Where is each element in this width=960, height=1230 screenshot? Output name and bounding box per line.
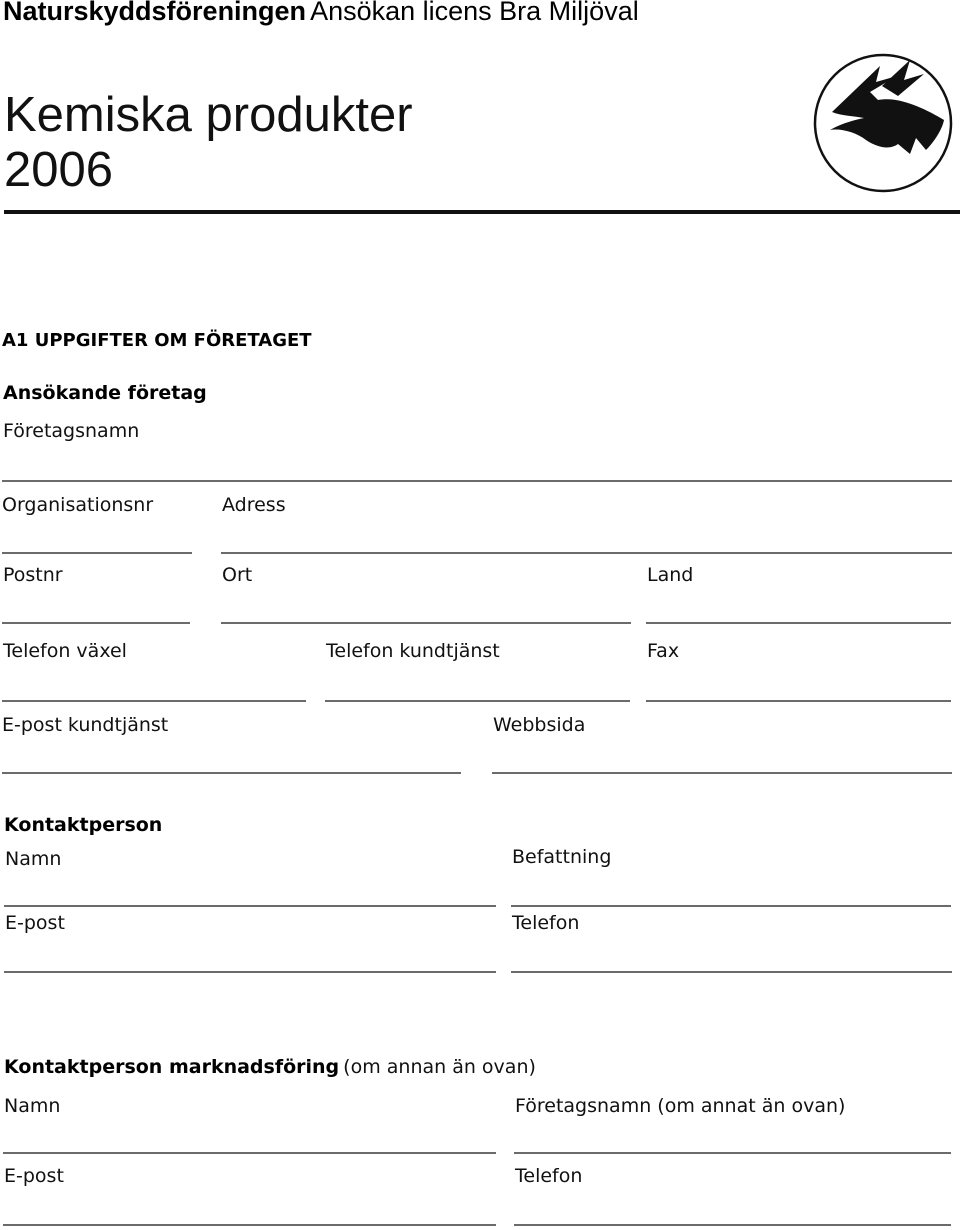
marketing-name-input[interactable]: [4, 1124, 494, 1152]
phone-customer-service-input[interactable]: [326, 672, 628, 700]
marketing-company-line: [514, 1152, 951, 1154]
fax-input[interactable]: [647, 672, 949, 700]
postal-code-line: [2, 622, 190, 624]
country-line: [646, 622, 951, 624]
org-nr-input[interactable]: [2, 522, 190, 550]
country-input[interactable]: [647, 594, 949, 622]
contact-name-input[interactable]: [4, 876, 494, 904]
contact-position-input[interactable]: [512, 876, 948, 904]
marketing-contact-heading: [4, 1056, 536, 1078]
contact-phone-input[interactable]: [512, 942, 948, 970]
contact-name-line: [4, 905, 496, 907]
email-customer-service-label: E-post kundtjänst: [2, 714, 169, 736]
section-heading-a1: A1 UPPGIFTER OM FÖRETAGET: [2, 330, 312, 351]
header-divider: [4, 210, 960, 214]
contact-phone-line: [511, 971, 952, 973]
address-label: Adress: [222, 494, 286, 516]
contact-email-input[interactable]: [4, 942, 494, 970]
company-name-input[interactable]: [2, 450, 950, 478]
marketing-contact-heading-bold: Kontaktperson marknadsföring: [4, 1056, 340, 1078]
phone-switchboard-input[interactable]: [2, 672, 304, 700]
marketing-name-line: [3, 1152, 496, 1154]
contact-phone-label: Telefon: [512, 912, 580, 934]
phone-customer-service-label: Telefon kundtjänst: [326, 640, 500, 662]
country-label: Land: [647, 564, 694, 586]
marketing-email-input[interactable]: [4, 1194, 494, 1222]
email-customer-service-line: [2, 772, 461, 774]
phone-switchboard-line: [2, 700, 306, 702]
contact-heading: Kontaktperson: [4, 814, 163, 836]
company-name-line: [2, 480, 952, 482]
postal-code-label: Postnr: [3, 564, 63, 586]
title-line-1: Kemiska produkter: [4, 88, 413, 142]
contact-position-label: Befattning: [512, 846, 612, 868]
contact-email-label: E-post: [5, 912, 65, 934]
address-line: [221, 552, 952, 554]
marketing-contact-heading-note: (om annan än ovan): [343, 1056, 536, 1078]
contact-email-line: [4, 971, 496, 973]
phone-switchboard-label: Telefon växel: [3, 640, 127, 662]
org-nr-line: [2, 552, 192, 554]
city-input[interactable]: [222, 594, 628, 622]
company-name-label: Företagsnamn: [3, 420, 140, 442]
email-customer-service-input[interactable]: [2, 744, 458, 772]
marketing-phone-line: [514, 1224, 951, 1226]
fax-line: [646, 700, 951, 702]
city-label: Ort: [222, 564, 253, 586]
phone-customer-service-line: [325, 700, 630, 702]
document-title: [4, 88, 413, 198]
company-heading: Ansökande företag: [3, 382, 207, 404]
marketing-company-input[interactable]: [515, 1124, 949, 1152]
org-nr-label: Organisationsnr: [2, 494, 154, 516]
organization-name: Naturskyddsföreningen: [3, 0, 307, 26]
title-line-2: 2006: [4, 142, 114, 197]
document-subtitle: Ansökan licens Bra Miljöval: [310, 0, 639, 26]
website-input[interactable]: [493, 744, 949, 772]
page-header: [3, 0, 639, 27]
marketing-email-label: E-post: [4, 1165, 64, 1187]
postal-code-input[interactable]: [2, 594, 188, 622]
falcon-logo-icon: [812, 52, 954, 194]
marketing-name-label: Namn: [4, 1095, 61, 1117]
contact-position-line: [511, 905, 951, 907]
website-label: Webbsida: [493, 714, 586, 736]
website-line: [492, 772, 952, 774]
city-line: [221, 622, 631, 624]
marketing-email-line: [3, 1224, 496, 1226]
falcon-logo: [812, 52, 954, 194]
contact-name-label: Namn: [5, 848, 62, 870]
marketing-company-label: Företagsnamn (om annat än ovan): [515, 1095, 846, 1117]
marketing-phone-input[interactable]: [515, 1194, 949, 1222]
marketing-phone-label: Telefon: [515, 1165, 583, 1187]
fax-label: Fax: [647, 640, 680, 662]
address-input[interactable]: [222, 522, 950, 550]
